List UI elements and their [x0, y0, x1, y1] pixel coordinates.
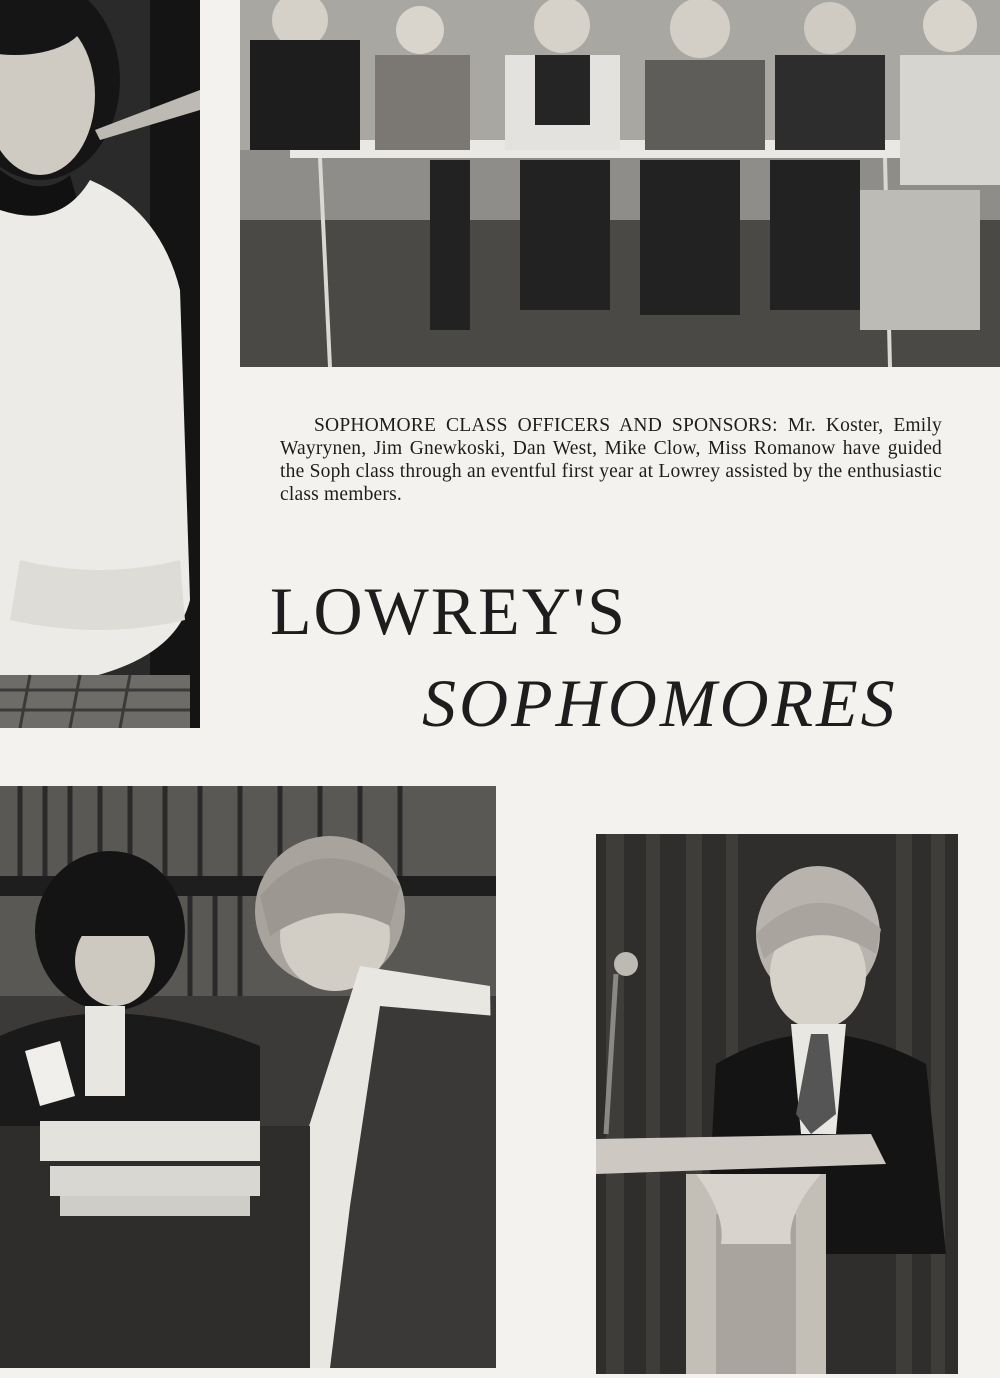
- photo-speaker-lectern: [596, 834, 958, 1374]
- photo-library-students: [0, 786, 496, 1368]
- heading-lowreys: LOWREY'S: [270, 573, 627, 649]
- heading-sophomores: SOPHOMORES: [422, 665, 898, 741]
- photo-girl-white-sweater: [0, 0, 200, 728]
- photo-class-officers: [240, 0, 1000, 367]
- photo-caption: SOPHOMORE CLASS OFFICERS AND SPONSORS: Mr. Koster, Emily Wayrynen, Jim Gnewkoski, Dan West, Mike Clow, Miss Romanow have guided the Soph class through an eventful first year at Lowrey assisted by the enthusiastic class members.: [280, 414, 942, 505]
